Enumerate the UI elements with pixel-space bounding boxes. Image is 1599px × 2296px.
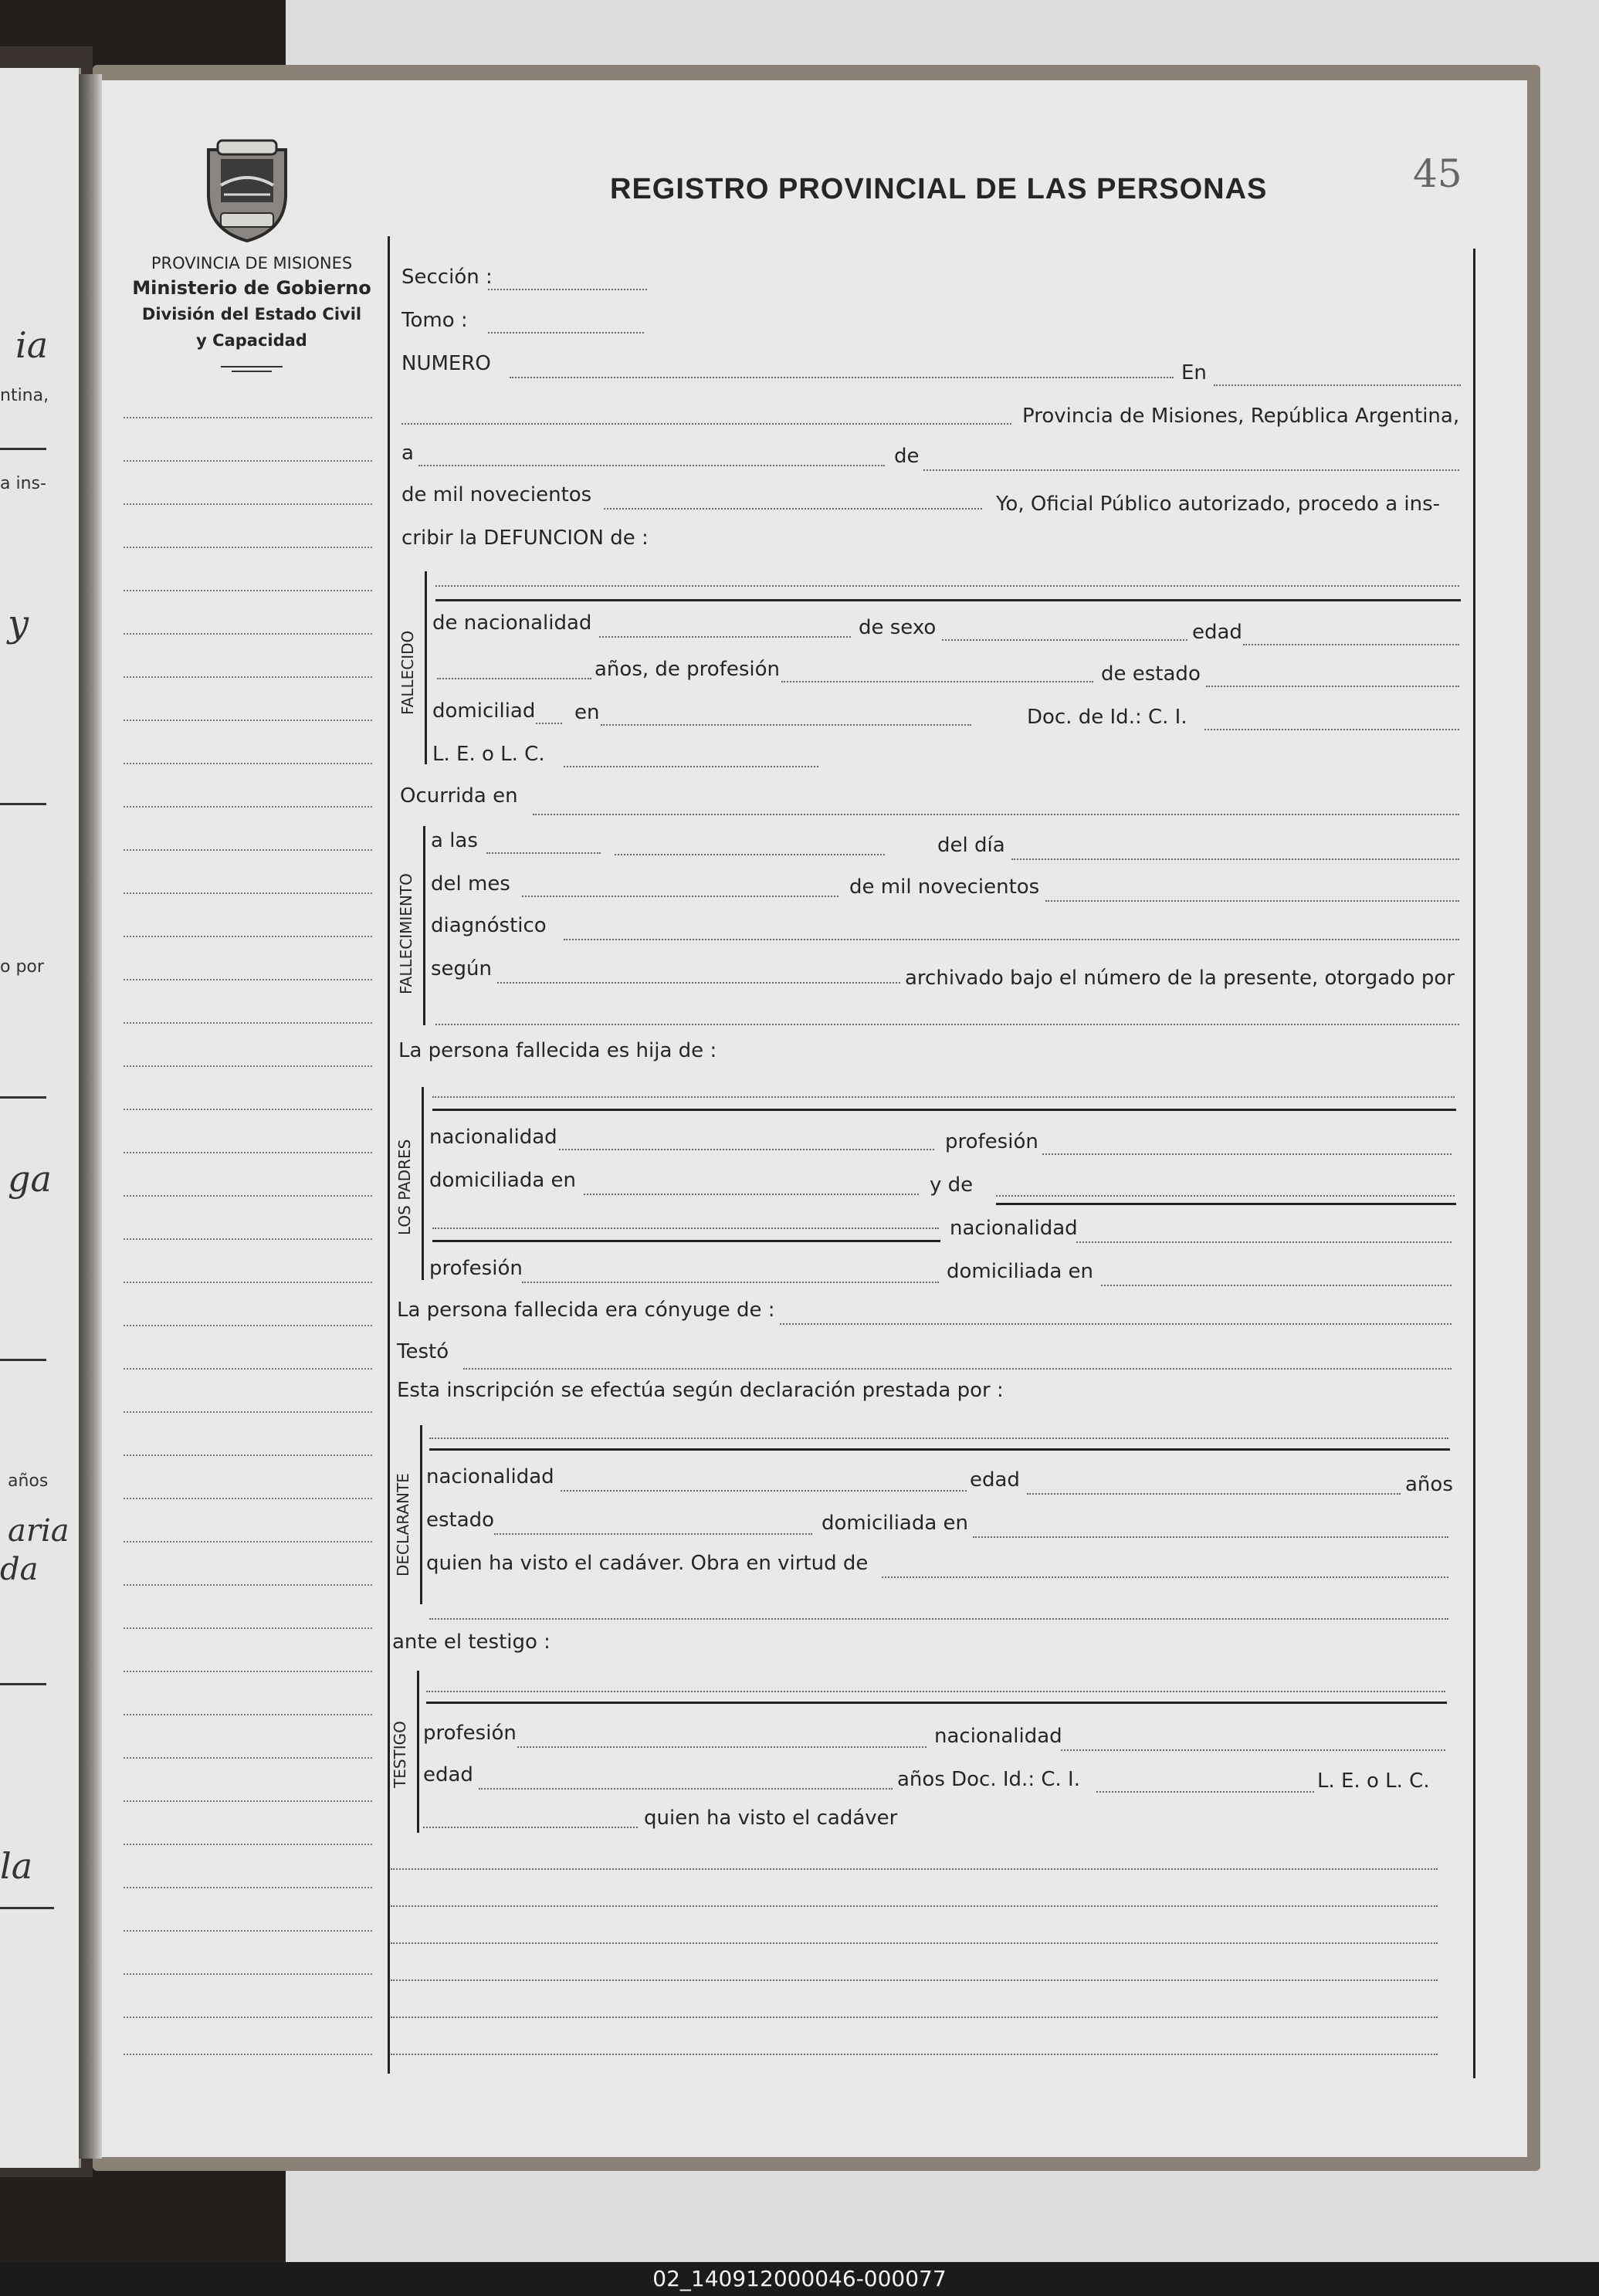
field-otorgado-por[interactable] xyxy=(435,1024,1459,1025)
field-mother-name[interactable] xyxy=(996,1195,1455,1197)
field-fallecido-nacionalidad[interactable] xyxy=(599,636,851,638)
field-fallecido-ci[interactable] xyxy=(1204,729,1459,730)
field-declarante-estado[interactable] xyxy=(494,1533,812,1535)
field-testigo-ci[interactable] xyxy=(1096,1791,1314,1793)
label-numero: NUMERO xyxy=(401,352,491,375)
field-fallecido-edad[interactable] xyxy=(1243,644,1459,645)
label-declarante-quien: quien ha visto el cadáver. Obra en virtud de xyxy=(426,1552,869,1575)
field-fallecido-domicilio[interactable] xyxy=(601,724,971,726)
label-declarante-nacionalidad: nacionalidad xyxy=(426,1465,554,1488)
field-year[interactable] xyxy=(604,508,982,510)
label-mil-novecientos: de mil novecientos xyxy=(401,483,592,506)
field-dia[interactable] xyxy=(1011,858,1459,860)
label-declarante-anos: años xyxy=(1405,1473,1453,1496)
label-tomo: Tomo : xyxy=(401,309,468,332)
label-padre-domiciliada: domiciliada en xyxy=(429,1169,577,1192)
label-de: de xyxy=(894,445,920,468)
label-ante-testigo: ante el testigo : xyxy=(392,1631,551,1654)
label-fallecido-doc: Doc. de Id.: C. I. xyxy=(1027,706,1187,729)
field-place[interactable] xyxy=(401,423,1011,425)
label-segun: según xyxy=(431,957,493,980)
left-rule xyxy=(0,1359,46,1361)
field-en-virtud-de-2[interactable] xyxy=(429,1618,1448,1620)
field-diagnostico[interactable] xyxy=(564,939,1459,940)
field-closing-line[interactable] xyxy=(391,1942,1438,1944)
section-label-fallecido: FALLECIDO xyxy=(398,630,417,715)
declarante-rule xyxy=(429,1448,1450,1451)
label-yo-oficial: Yo, Oficial Público autorizado, procedo a ins- xyxy=(996,493,1441,516)
field-closing-line[interactable] xyxy=(391,1868,1438,1870)
field-fallecido-estado[interactable] xyxy=(1206,686,1459,687)
section-bracket xyxy=(417,1671,419,1833)
label-fallecido-sexo: de sexo xyxy=(859,616,937,639)
father-rule xyxy=(432,1109,1456,1111)
section-label-testigo: TESTIGO xyxy=(391,1721,409,1788)
field-testigo-nacionalidad[interactable] xyxy=(1061,1749,1445,1751)
left-fragment: da xyxy=(0,1552,39,1587)
label-testigo-anos-doc: años Doc. Id.: C. I. xyxy=(897,1768,1080,1791)
label-madre-profesion: profesión xyxy=(429,1257,523,1280)
section-bracket xyxy=(420,1425,422,1604)
field-testigo-profesion[interactable] xyxy=(517,1746,927,1748)
label-fallecido-edad: edad xyxy=(1192,621,1242,644)
left-fragment: aria xyxy=(8,1513,69,1549)
label-mil-novecientos-2: de mil novecientos xyxy=(849,875,1040,899)
label-fallecido-estado: de estado xyxy=(1101,662,1201,686)
field-closing-line[interactable] xyxy=(391,2017,1438,2018)
label-archivado: archivado bajo el número de la presente, otorgado por xyxy=(905,967,1455,990)
field-testigo-le[interactable] xyxy=(423,1827,638,1828)
label-testigo-quien: quien ha visto el cadáver xyxy=(644,1807,898,1830)
field-numero[interactable] xyxy=(510,377,1174,378)
left-rule xyxy=(0,803,46,805)
field-de[interactable] xyxy=(923,469,1459,471)
label-conyuge: La persona fallecida era cónyuge de : xyxy=(397,1299,775,1322)
field-padre-nacionalidad[interactable] xyxy=(559,1149,934,1150)
section-label-declarante: DECLARANTE xyxy=(394,1473,412,1576)
label-inscribir: cribir la DEFUNCION de : xyxy=(401,527,649,550)
field-hora[interactable] xyxy=(486,852,601,854)
field-madre-domicilio[interactable] xyxy=(1101,1285,1452,1286)
label-fallecido-en: en xyxy=(574,701,600,724)
label-testo: Testó xyxy=(397,1340,449,1363)
left-fragment: y xyxy=(8,602,29,645)
label-a: a xyxy=(401,442,414,465)
field-closing-line[interactable] xyxy=(391,1905,1438,1907)
field-fallecido-sexo[interactable] xyxy=(942,639,1187,641)
label-declarante-edad: edad xyxy=(970,1468,1020,1492)
provincial-seal-icon xyxy=(198,139,296,244)
label-testigo-edad: edad xyxy=(423,1763,473,1786)
label-madre-domiciliada: domiciliada en xyxy=(947,1260,1094,1283)
field-seccion[interactable] xyxy=(488,289,647,290)
testigo-rule xyxy=(426,1702,1447,1704)
field-fallecido-le[interactable] xyxy=(564,766,818,767)
label-fallecido-nacionalidad: de nacionalidad xyxy=(432,611,592,635)
section-bracket xyxy=(425,571,427,764)
field-en[interactable] xyxy=(1214,384,1461,386)
field-fallecido-anos[interactable] xyxy=(437,678,591,679)
field-madre-nacionalidad[interactable] xyxy=(1076,1241,1452,1243)
label-en: En xyxy=(1181,361,1207,384)
left-fragment: a ins- xyxy=(0,474,46,493)
field-hora-extra[interactable] xyxy=(615,854,885,855)
office-line-ministry: Ministerio de Gobierno xyxy=(132,277,371,299)
form-left-border xyxy=(388,236,390,2074)
field-fallecido-profesion[interactable] xyxy=(781,681,1093,682)
label-padre-nacionalidad: nacionalidad xyxy=(429,1126,557,1149)
left-rule xyxy=(0,448,46,450)
label-hija-de: La persona fallecida es hija de : xyxy=(398,1039,717,1062)
left-fragment: ia xyxy=(15,324,49,366)
left-fragment: la xyxy=(0,1845,33,1887)
left-rule xyxy=(0,1683,46,1685)
form-right-border xyxy=(1473,249,1475,2078)
field-en-virtud-de[interactable] xyxy=(882,1576,1448,1578)
field-padre-profesion[interactable] xyxy=(1042,1153,1452,1155)
field-padre-domicilio[interactable] xyxy=(584,1194,919,1195)
label-testigo-le: L. E. o L. C. xyxy=(1317,1769,1430,1793)
label-fallecido-domiciliad: domiciliad xyxy=(432,699,536,723)
office-line-capacity: y Capacidad xyxy=(196,331,307,350)
field-declarante-edad[interactable] xyxy=(1027,1493,1401,1495)
field-closing-line[interactable] xyxy=(391,2054,1438,2055)
label-del-dia: del día xyxy=(937,834,1005,857)
left-fragment: ntina, xyxy=(0,386,49,405)
field-segun[interactable] xyxy=(497,982,900,984)
field-declarante-name[interactable] xyxy=(429,1438,1448,1439)
office-line-province: PROVINCIA DE MISIONES xyxy=(151,254,353,273)
book-binding xyxy=(79,74,102,2159)
label-declarante-domiciliada: domiciliada en xyxy=(822,1512,969,1535)
mother-rule-2 xyxy=(432,1240,940,1242)
left-fragment: ga xyxy=(8,1158,52,1200)
office-line-division: División del Estado Civil xyxy=(141,305,362,323)
divider xyxy=(221,366,283,367)
field-declarante-domicilio[interactable] xyxy=(973,1536,1448,1538)
page-number: 45 xyxy=(1413,151,1462,196)
label-y-de: y de xyxy=(930,1173,974,1197)
label-madre-nacionalidad: nacionalidad xyxy=(950,1217,1078,1240)
field-mother-name-2[interactable] xyxy=(432,1228,939,1229)
field-declarante-nacionalidad[interactable] xyxy=(561,1490,967,1492)
field-a[interactable] xyxy=(418,465,885,466)
section-label-fallecimiento: FALLECIMIENTO xyxy=(397,873,415,994)
field-deceased-name[interactable] xyxy=(435,585,1459,587)
left-fragment: o por xyxy=(0,957,44,977)
left-rule xyxy=(0,1096,46,1099)
mother-rule xyxy=(996,1203,1456,1205)
field-mes[interactable] xyxy=(522,896,838,897)
label-inscripcion: Esta inscripción se efectúa según declaración prestada por : xyxy=(397,1379,1004,1402)
field-fallecido-domiciliad-suffix[interactable] xyxy=(536,723,562,724)
field-testigo-edad[interactable] xyxy=(479,1788,893,1790)
field-madre-profesion[interactable] xyxy=(522,1282,939,1283)
field-father-name[interactable] xyxy=(432,1096,1455,1098)
label-testigo-nacionalidad: nacionalidad xyxy=(934,1725,1062,1748)
name-rule xyxy=(435,599,1461,601)
label-fallecido-anos-prof: años, de profesión xyxy=(595,658,780,681)
label-fallecido-le: L. E. o L. C. xyxy=(432,743,545,766)
field-testigo-name[interactable] xyxy=(426,1691,1445,1692)
label-declarante-estado: estado xyxy=(426,1509,495,1532)
label-ocurrida: Ocurrida en xyxy=(400,784,518,808)
label-testigo-profesion: profesión xyxy=(423,1722,517,1745)
section-label-padres: LOS PADRES xyxy=(395,1139,414,1235)
label-provincia: Provincia de Misiones, República Argentina, xyxy=(1022,405,1460,428)
divider xyxy=(232,371,272,372)
field-closing-line[interactable] xyxy=(391,1979,1438,1981)
register-page xyxy=(102,80,1527,2157)
field-ocurrida[interactable] xyxy=(533,814,1459,815)
label-seccion: Sección : xyxy=(401,266,493,289)
image-id-label: 02_140912000046-000077 xyxy=(652,2266,947,2291)
left-fragment: años xyxy=(8,1471,49,1491)
label-del-mes: del mes xyxy=(431,872,510,896)
field-conyuge[interactable] xyxy=(780,1323,1452,1325)
field-testo[interactable] xyxy=(463,1368,1452,1370)
section-bracket xyxy=(423,826,425,1025)
section-bracket xyxy=(422,1087,424,1280)
page-title: REGISTRO PROVINCIAL DE LAS PERSONAS xyxy=(610,173,1268,205)
left-rule xyxy=(0,1907,54,1909)
field-year-2[interactable] xyxy=(1045,900,1459,902)
label-a-las: a las xyxy=(431,829,478,852)
label-diagnostico: diagnóstico xyxy=(431,914,547,937)
field-tomo[interactable] xyxy=(488,332,644,334)
label-padre-profesion: profesión xyxy=(945,1130,1038,1153)
